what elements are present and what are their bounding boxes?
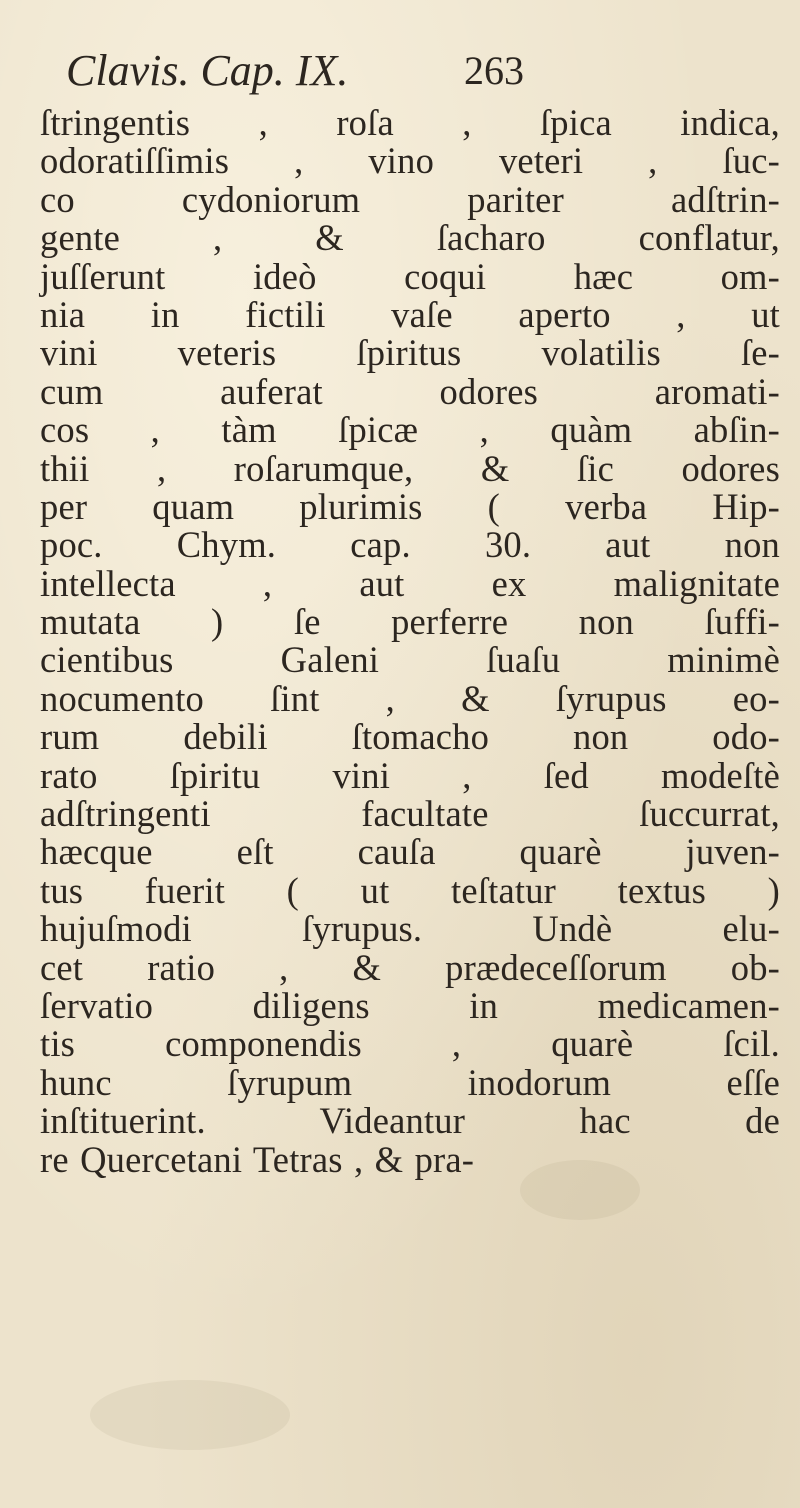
text-line: vini veteris ſpiritus volatilis ſe-	[40, 332, 780, 374]
text-line: hujuſmodi ſyrupus. Undè elu-	[40, 908, 780, 950]
text-line: cet ratio , & prædeceſſorum ob-	[40, 946, 780, 988]
text-line: juſſerunt ideò coqui hæc om-	[40, 255, 780, 297]
text-line: hunc ſyrupum inodorum eſſe	[40, 1061, 780, 1103]
page-header	[66, 42, 586, 100]
text-line: tus fuerit ( ut teſtatur textus )	[40, 869, 780, 911]
text-line: tis componendis , quarè ſcil.	[40, 1023, 780, 1065]
text-line: thii , roſarumque, & ſic odores	[40, 447, 780, 489]
running-title: Clavis. Cap. IX.	[66, 46, 349, 95]
page-number: 263	[464, 48, 524, 93]
text-line: nia in fictili vaſe aperto , ut	[40, 293, 780, 335]
text-line: rum debili ſtomacho non odo-	[40, 716, 780, 758]
text-line: adſtringenti facultate ſuccurrat,	[40, 793, 780, 835]
body-text	[40, 104, 780, 1179]
text-line: rato ſpiritu vini , ſed modeſtè	[40, 754, 780, 796]
text-line: per quam plurimis ( verba Hip-	[40, 485, 780, 527]
text-line: re Quercetani Tetras , & pra-	[40, 1138, 475, 1180]
text-line: cum auferat odores aromati-	[40, 370, 780, 412]
text-line: co cydoniorum pariter adſtrin-	[40, 178, 780, 220]
text-line: inſtituerint. Videantur hac de	[40, 1100, 780, 1142]
text-line: odoratiſſimis , vino veteri , ſuc-	[40, 140, 780, 182]
text-line: poc. Chym. cap. 30. aut non	[40, 524, 780, 566]
paper-stain	[90, 1380, 290, 1450]
text-line: nocumento ſint , & ſyrupus eo-	[40, 677, 780, 719]
text-line: cientibus Galeni ſuaſu minimè	[40, 639, 780, 681]
text-line: ſervatio diligens in medicamen-	[40, 984, 780, 1026]
text-line: cos , tàm ſpicæ , quàm abſin-	[40, 409, 780, 451]
text-line: intellecta , aut ex malignitate	[40, 562, 780, 604]
text-line: hæcque eſt cauſa quarè juven-	[40, 831, 780, 873]
text-line: ſtringentis , roſa , ſpica indica,	[40, 102, 780, 143]
text-line: mutata ) ſe perferre non ſuffi-	[40, 601, 780, 643]
text-line: gente , & ſacharo conflatur,	[40, 217, 780, 259]
